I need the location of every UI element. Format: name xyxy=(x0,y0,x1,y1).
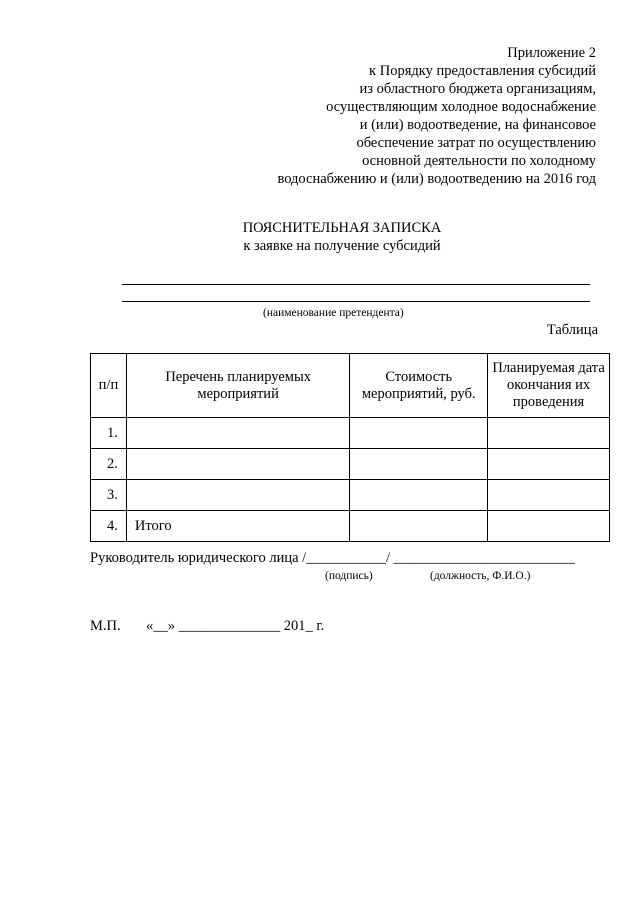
appendix-line: Приложение 2 xyxy=(507,45,596,61)
row-end-date xyxy=(488,449,610,480)
table-label: Таблица xyxy=(546,322,598,338)
row-measure xyxy=(126,480,349,511)
row-cost xyxy=(350,418,488,449)
signature-caption: (подпись) xyxy=(325,570,373,582)
applicant-name-line xyxy=(122,301,590,302)
measures-table xyxy=(90,353,610,542)
table-header-row xyxy=(91,354,610,418)
document-subtitle: к заявке на получение субсидий xyxy=(243,238,441,254)
row-total-label: Итого xyxy=(126,511,349,542)
row-number: 4. xyxy=(91,511,127,542)
signature-line: Руководитель юридического лица /___________/ _________________________ xyxy=(90,550,575,566)
table-row xyxy=(91,449,610,480)
row-cost xyxy=(350,511,488,542)
position-name-caption: (должность, Ф.И.О.) xyxy=(430,570,531,582)
appendix-line: из областного бюджета организациям, xyxy=(359,81,596,97)
row-end-date xyxy=(488,511,610,542)
table-total-row xyxy=(91,511,610,542)
seal-date-line xyxy=(90,617,324,635)
date-field: «__» ______________ 201_ г. xyxy=(146,618,325,634)
header-measures: Перечень планируемых мероприятий xyxy=(126,354,349,418)
header-cost: Стоимость мероприятий, руб. xyxy=(350,354,488,418)
table-row xyxy=(91,418,610,449)
applicant-name-line xyxy=(122,284,590,285)
appendix-block xyxy=(277,44,596,188)
row-end-date xyxy=(488,418,610,449)
header-end-date: Планируемая дата окончания их проведения xyxy=(488,354,610,418)
header-number: п/п xyxy=(91,354,127,418)
appendix-line: водоснабжению и (или) водоотведению на 2016 год xyxy=(277,171,596,187)
table-row xyxy=(91,480,610,511)
appendix-line: основной деятельности по холодному xyxy=(362,153,596,169)
row-number: 2. xyxy=(91,449,127,480)
appendix-line: осуществляющим холодное водоснабжение xyxy=(326,99,596,115)
appendix-line: обеспечение затрат по осуществлению xyxy=(356,135,596,151)
row-measure xyxy=(126,449,349,480)
row-cost xyxy=(350,449,488,480)
row-number: 3. xyxy=(91,480,127,511)
seal-label: М.П. xyxy=(90,618,121,634)
row-cost xyxy=(350,480,488,511)
appendix-line: и (или) водоотведение, на финансовое xyxy=(359,117,596,133)
document-title: ПОЯСНИТЕЛЬНАЯ ЗАПИСКА xyxy=(242,220,442,236)
row-measure xyxy=(126,418,349,449)
applicant-caption: (наименование претендента) xyxy=(263,307,404,319)
row-number: 1. xyxy=(91,418,127,449)
row-end-date xyxy=(488,480,610,511)
appendix-line: к Порядку предоставления субсидий xyxy=(369,63,596,79)
